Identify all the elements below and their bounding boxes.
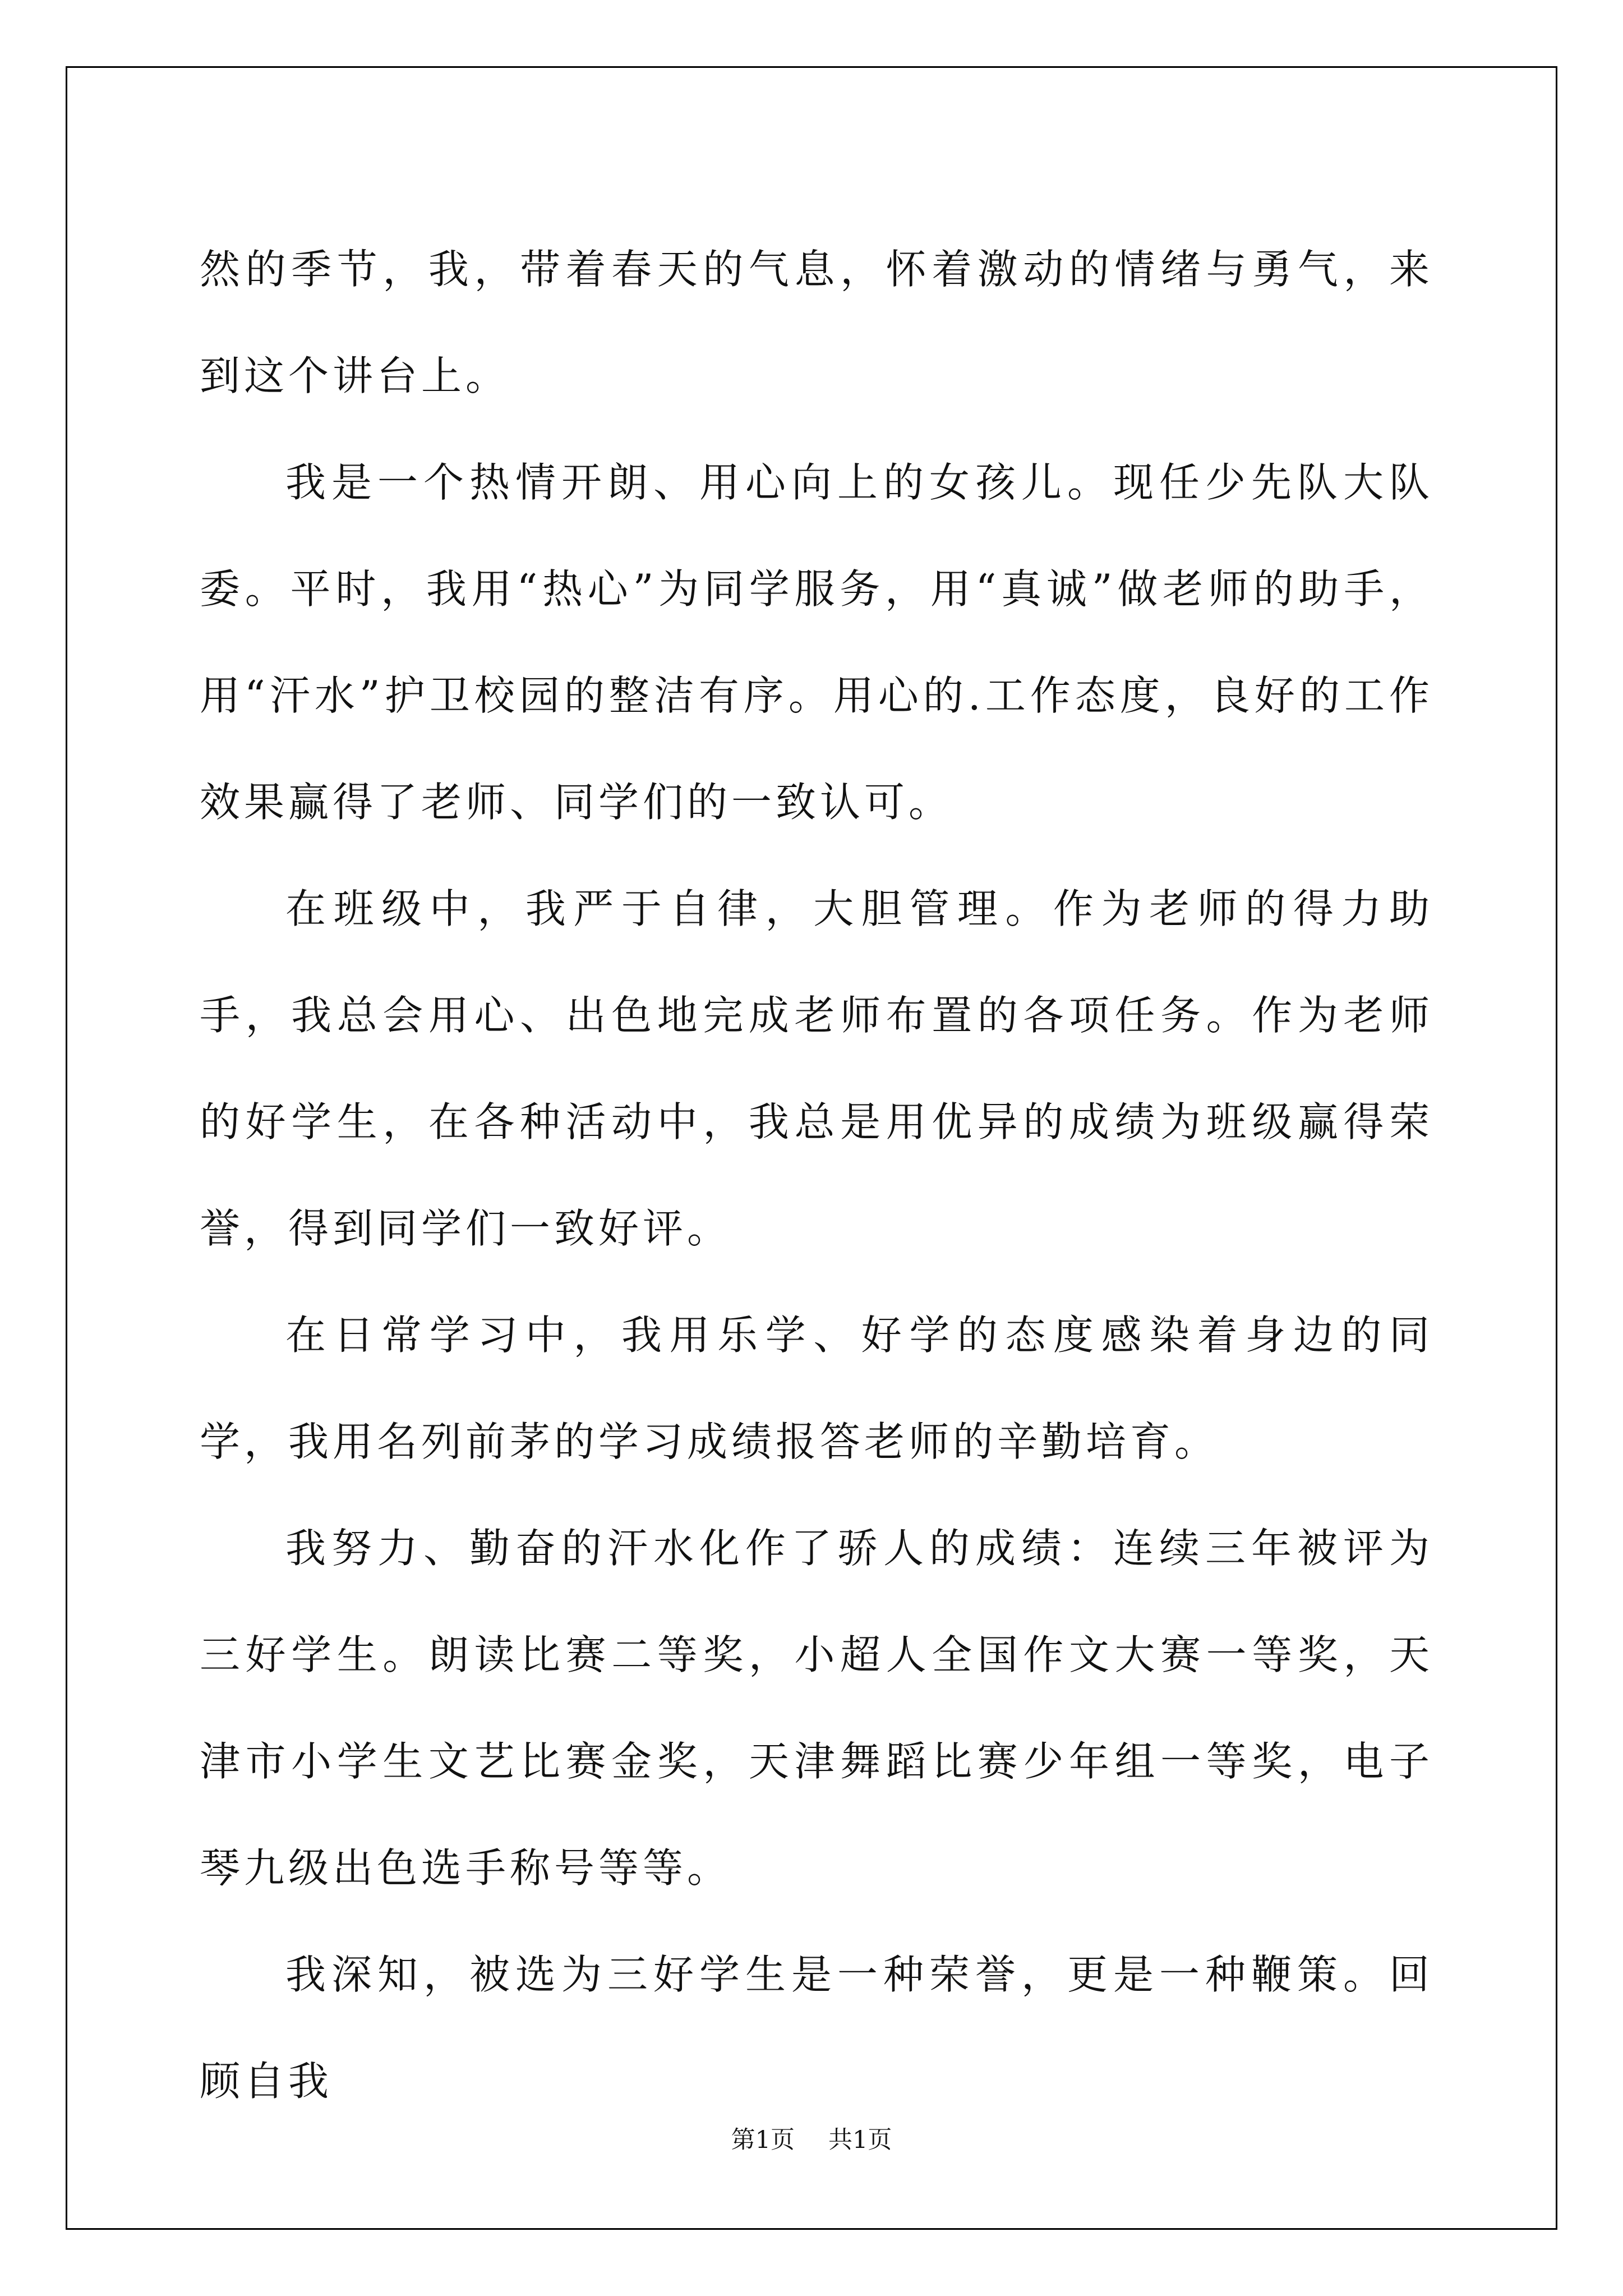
paragraph-6: 我深知，被选为三好学生是一种荣誉，更是一种鞭策。回顾自我 — [200, 1951, 1433, 2105]
page-total: 共1页 — [828, 2126, 892, 2154]
paragraph-1: 然的季节，我，带着春天的气息，怀着激动的情绪与勇气，来到这个讲台上。 — [200, 246, 1433, 399]
paragraph-2: 我是一个热情开朗、用心向上的女孩儿。现任少先队大队委。平时，我用“热心”为同学服务，用“真诚”做老师的助手，用“汗水”护卫校园的整洁有序。用心的.工作态度，良好的工作效果赢得了老师、同学们的一致认可。 — [200, 459, 1433, 826]
paragraph-4: 在日常学习中，我用乐学、好学的态度感染着身边的同学，我用名列前茅的学习成绩报答老师的辛勤培育。 — [200, 1312, 1433, 1465]
paragraph-5: 我努力、勤奋的汗水化作了骄人的成绩：连续三年被评为三好学生。朗读比赛二等奖，小超人全国作文大赛一等奖，天津市小学生文艺比赛金奖，天津舞蹈比赛少年组一等奖，电子琴九级出色选手称号等等。 — [200, 1525, 1433, 1892]
paragraph-3: 在班级中，我严于自律，大胆管理。作为老师的得力助手，我总会用心、出色地完成老师布置的各项任务。作为老师的好学生，在各种活动中，我总是用优异的成绩为班级赢得荣誉，得到同学们一致好评。 — [200, 885, 1433, 1252]
page-number: 第1页 — [731, 2126, 795, 2154]
document-body — [200, 216, 1433, 2134]
page-footer — [0, 2123, 1623, 2157]
